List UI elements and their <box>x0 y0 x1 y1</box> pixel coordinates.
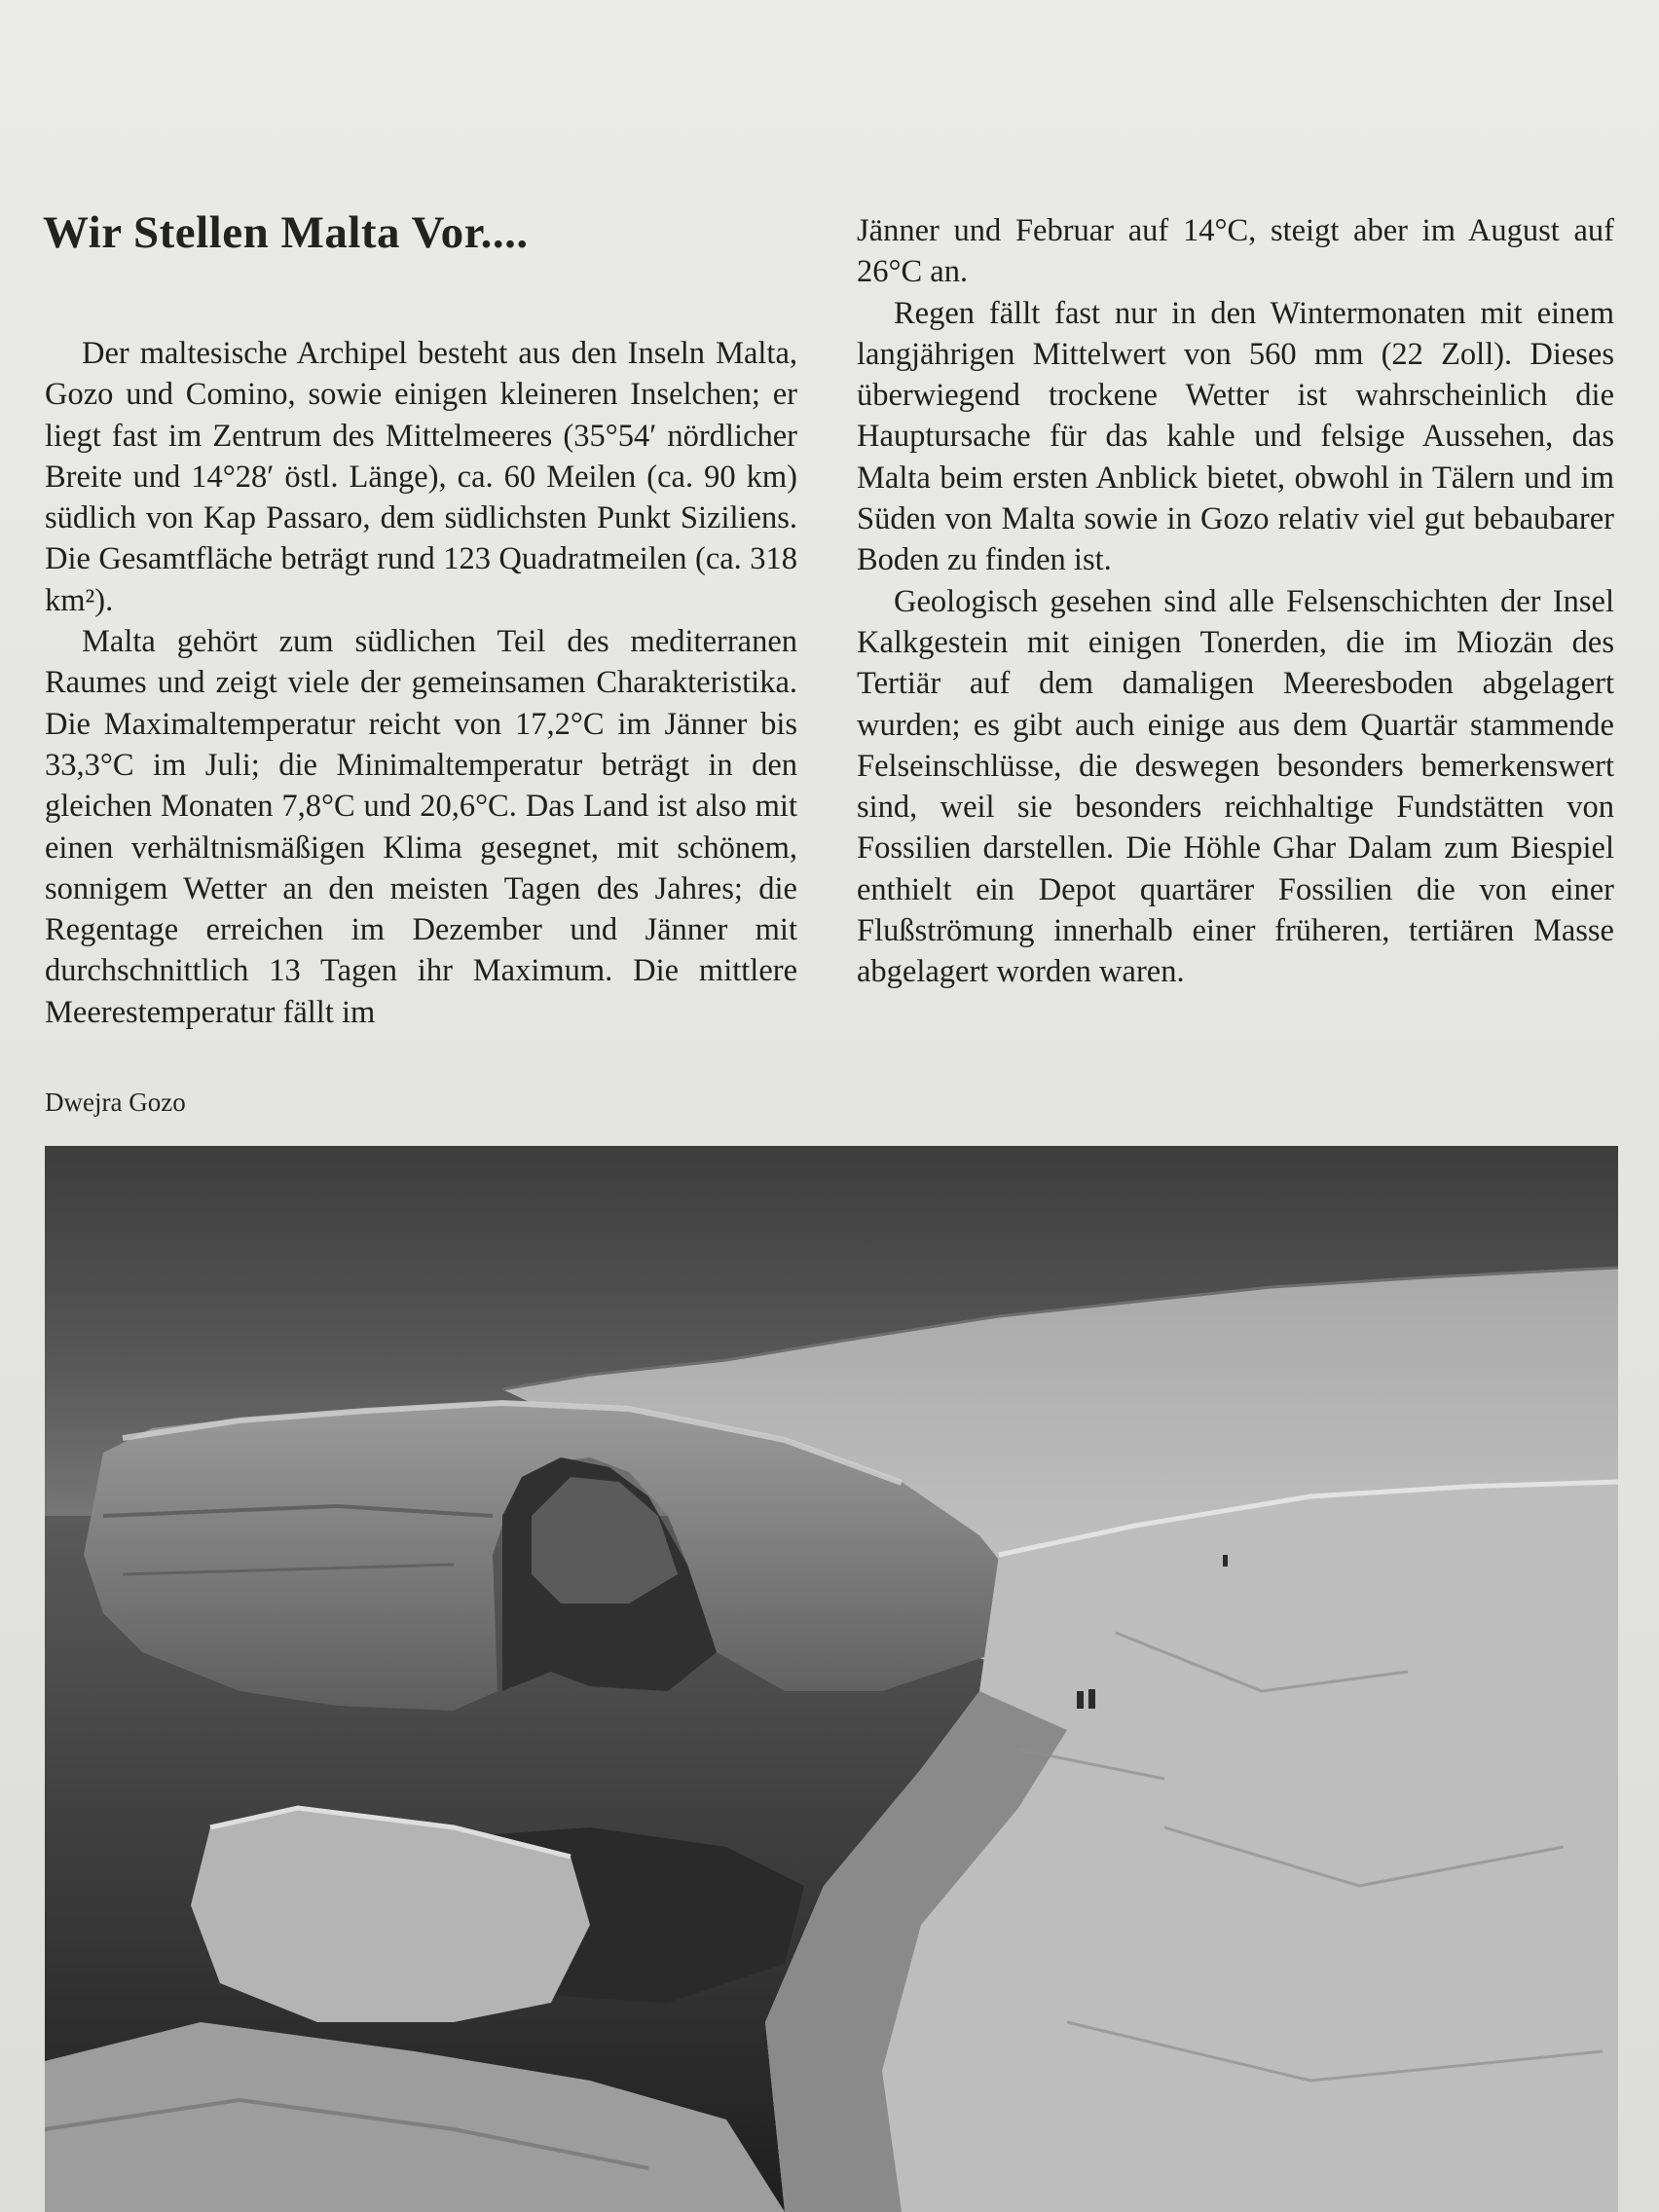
photo-caption: Dwejra Gozo <box>45 1088 186 1117</box>
paragraph-klima: Malta gehört zum südlichen Teil des mediterranen Raumes und zeigt viele der gemeinsamen Charakteristika. Die Maximaltemperatur reicht von 17,2°C im Jänner bis 33,3°C im Juli; die Minimaltemperatur beträgt in den gleichen Monaten 7,8°C und 20,6°C. Das Land ist also mit einen verhältnismäßigen Klima gesegnet, mit schönem, sonnigem Wetter an den meisten Tagen des Jahres; die Regentage erreichen im Dezember und Jänner mit durchschnittlich 13 Tagen ihr Maximum. Die mittlere Meerestemperatur fällt im <box>45 624 797 1030</box>
left-column <box>45 333 797 1033</box>
paragraph-regen: Regen fällt fast nur in den Wintermonaten mit einem langjährigen Mittelwert von 560 mm (22 Zoll). Dieses überwiegend trockene Wetter ist wahrscheinlich die Hauptursache für das kahle und felsige Aussehen, das Malta beim ersten Anblick bietet, obwohl in Tälern und im Süden von Malta sowie in Gozo relativ viel gut bebaubarer Boden zu finden ist. <box>857 295 1614 578</box>
photo-dwejra-arch <box>45 1146 1618 2212</box>
paragraph-meerestemperatur: Jänner und Februar auf 14°C, steigt aber im August auf 26°C an. <box>857 213 1614 290</box>
person-figure <box>1088 1689 1095 1709</box>
paragraph-archipel: Der maltesische Archipel besteht aus den Inseln Malta, Gozo und Comino, sowie einigen kleineren Inselchen; er liegt fast im Zentrum des Mittelmeeres (35°54′ nördlicher Breite und 14°28′ östl. Länge), ca. 60 Meilen (ca. 90 km) südlich von Kap Passaro, dem südlichsten Punkt Siziliens. Die Gesamtfläche beträgt rund 123 Quadratmeilen (ca. 318 km²). <box>45 336 797 618</box>
page-title: Wir Stellen Malta Vor.... <box>43 207 529 258</box>
person-figure <box>1077 1691 1084 1709</box>
photo-illustration <box>45 1146 1618 2212</box>
paragraph-geologie: Geologisch gesehen sind alle Felsenschichten der Insel Kalkgestein mit einigen Tonerden, die im Miozän des Tertiär auf dem damaligen Meeresboden abgelagert wurden; es gibt auch einige aus dem Quartär stammende Felseinschlüsse, die deswegen besonders bemerkenswert sind, weil sie besonders reichhaltige Fundstätten von Fossilien darstellen. Die Höhle Ghar Dalam zum Biespiel enthielt ein Depot quartärer Fossilien die von einer Flußströmung innerhalb einer früheren, tertiären Masse abgelagert worden waren. <box>857 583 1614 990</box>
person-figure <box>1223 1555 1228 1567</box>
right-column <box>857 210 1614 993</box>
